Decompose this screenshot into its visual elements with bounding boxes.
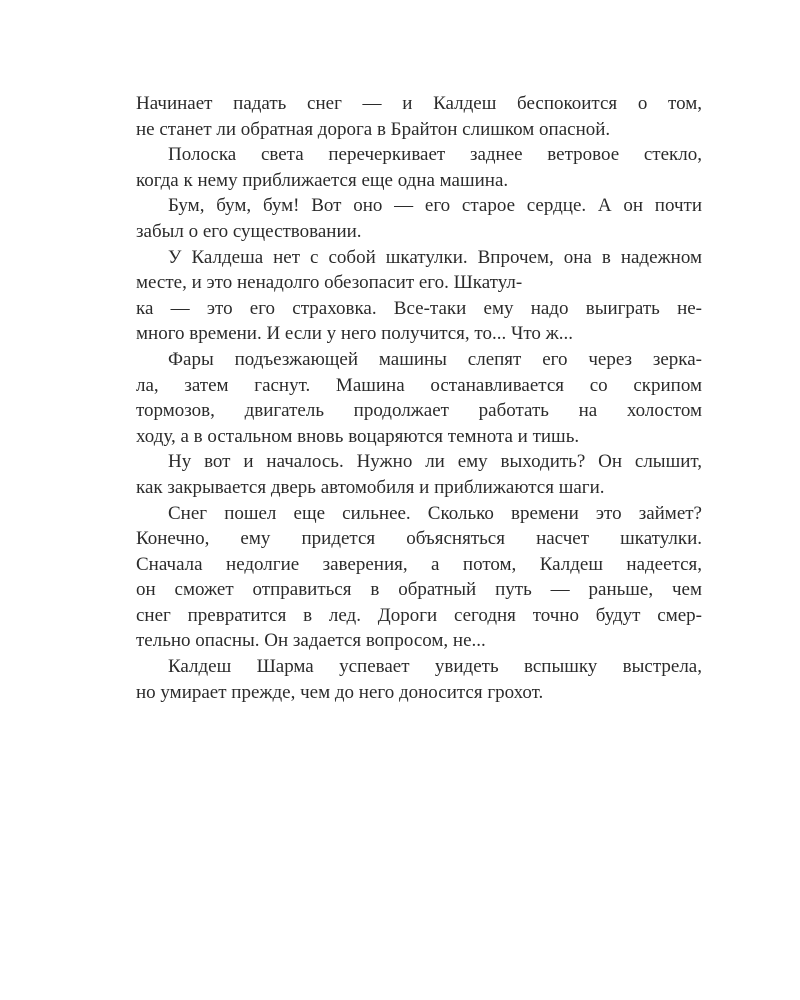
text-line: когда к нему приближается еще одна машина.: [136, 169, 509, 191]
text-line: но умирает прежде, чем до него доносится грохот.: [136, 681, 544, 703]
text-line: как закрывается дверь автомобиля и приближаются шаги.: [136, 476, 605, 498]
text-line: ка — это его страховка. Все-таки ему надо выиграть не-: [136, 297, 702, 319]
text-line: он сможет отправиться в обратный путь — раньше, чем: [136, 579, 702, 601]
text-line: Полоска света перечеркивает заднее ветровое стекло,: [168, 144, 702, 166]
text-line: Калдеш Шарма успевает увидеть вспышку выстрела,: [168, 656, 702, 678]
text-line: У Калдеша нет с собой шкатулки. Впрочем, она в надежном месте, и это ненадолго обезопасит его. Шкатул-: [136, 246, 702, 294]
text-line: не станет ли обратная дорога в Брайтон слишком опасной.: [136, 118, 611, 140]
text-line: снег превратится в лед. Дороги сегодня точно будут смер-: [136, 604, 702, 626]
text-line: тельно опасны. Он задается вопросом, не...: [136, 630, 486, 652]
text-line: Бум, бум, бум! Вот оно — его старое сердце. А он почти: [168, 195, 702, 217]
text-line: тормозов, двигатель продолжает работать на холостом: [136, 400, 702, 422]
text-line: Сначала недолгие заверения, а потом, Калдеш надеется,: [136, 553, 702, 575]
text-line: забыл о его существовании.: [136, 220, 362, 242]
text-line: много времени. И если у него получится, то... Что ж...: [136, 323, 573, 345]
text-line: Снег пошел еще сильнее. Сколько времени это займет?: [168, 502, 702, 524]
text-line: Конечно, ему придется объясняться насчет шкатулки.: [136, 528, 702, 550]
text-line: ходу, а в остальном вновь воцаряются темнота и тишь.: [136, 425, 580, 447]
text-line: Ну вот и началось. Нужно ли ему выходить? Он слышит,: [168, 451, 702, 473]
body-text: [136, 91, 702, 705]
text-line: ла, затем гаснут. Машина останавливается со скрипом: [136, 374, 702, 396]
text-line: Фары подъезжающей машины слепят его через зерка-: [168, 348, 702, 370]
text-line: Начинает падать снег — и Калдеш беспокоится о том,: [136, 93, 702, 114]
